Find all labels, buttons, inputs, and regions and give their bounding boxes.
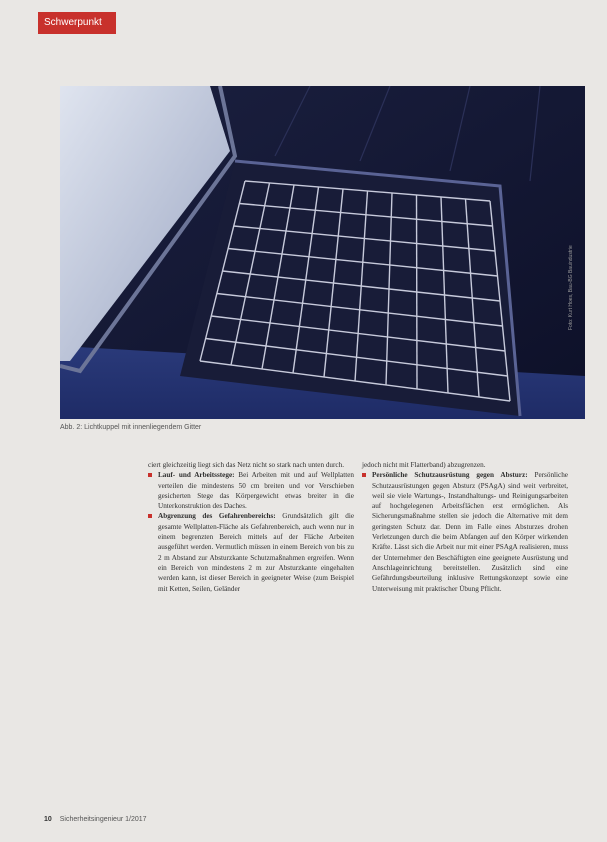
bullet-text: Persönliche Schutzausrüstungen gegen Absturz (PSAgA) sind weit verbreitet, weil sie viele Wartungs-, Instandhaltungs- und Reinigungsarbeiten auf hochgelegenen Arbeitsflächen erst ermöglichen. Als Sicherungsmaßnahme stellen sie jedoch die Alternative mit dem geringsten Schutz dar. Denn im Falle eines Absturzes drohen Verletzungen durch die beim Abfangen auf den Körper wirkenden Kräfte. Lässt sich die Arbeit nur mit einer PSAgA realisieren, muss der Unternehmer den Beschäftigten eine geeignete Ausrüstung und Anschlageinrichtung bereitstellen. Zusätzlich sind eine Gefährdungsbeurteilung inklusive Rettungskonzept sowie eine Unterweisung mit praktischer Übung Pflicht.	[372, 471, 569, 593]
publication-name: Sicherheitsingenieur 1/2017	[59, 816, 147, 823]
bullet-title: Persönliche Schutzausrüstung gegen Absturz:	[372, 471, 528, 480]
right-column	[362, 460, 568, 594]
left-column	[148, 460, 354, 594]
bullet-item	[148, 511, 354, 593]
bullet-item	[148, 470, 354, 511]
intro-text: jedoch nicht mit Flatterband) abzugrenzen.	[362, 461, 486, 469]
page-footer	[44, 816, 147, 823]
bullet-text: Grundsätzlich gilt die gesamte Wellplatten-Fläche als Gefahrenbereich, auch wenn nur in einem begrenzten Bereich mittels auf der Fläche Arbeiten ausgeführt werden. Vermutlich müssen in einem Bereich von bis zu 2 m Abstand zur Absturzkante Schutzmaßnahmen ergreifen. Wenn ein Bereich von mindestens 2 m zur Absturzkante eingehalten werden kann, ist dieser Bereich in geeigneter Weise (zum Beispiel mit Ketten, Seilen, Geländer	[158, 512, 355, 593]
bullet-title: Lauf- und Arbeitsstege:	[158, 471, 235, 480]
bullet-title: Abgrenzung des Gefahrenbereichs:	[158, 512, 276, 521]
intro-text: ciert gleichzeitig liegt sich das Netz nicht so stark nach unten durch.	[148, 461, 344, 469]
figure-caption: Abb. 2: Lichtkuppel mit innenliegendem Gitter	[60, 424, 202, 431]
section-label: Schwerpunkt	[38, 12, 116, 34]
bullet-item	[362, 470, 568, 594]
bullet-text: Bei Arbeiten mit und auf Wellplatten verteilen die mindestens 50 cm breiten und vor Verschieben gesicherten Stege das Körpergewicht etwas breiter in die Unterkonstruktion des Daches.	[158, 471, 355, 511]
skylight-illustration	[60, 86, 585, 419]
skylight-photo	[60, 86, 585, 419]
page-number: 10	[44, 816, 52, 823]
photo-credit: Foto: Kurt Hoes, Bau-BG Bauindustrie	[568, 245, 574, 330]
